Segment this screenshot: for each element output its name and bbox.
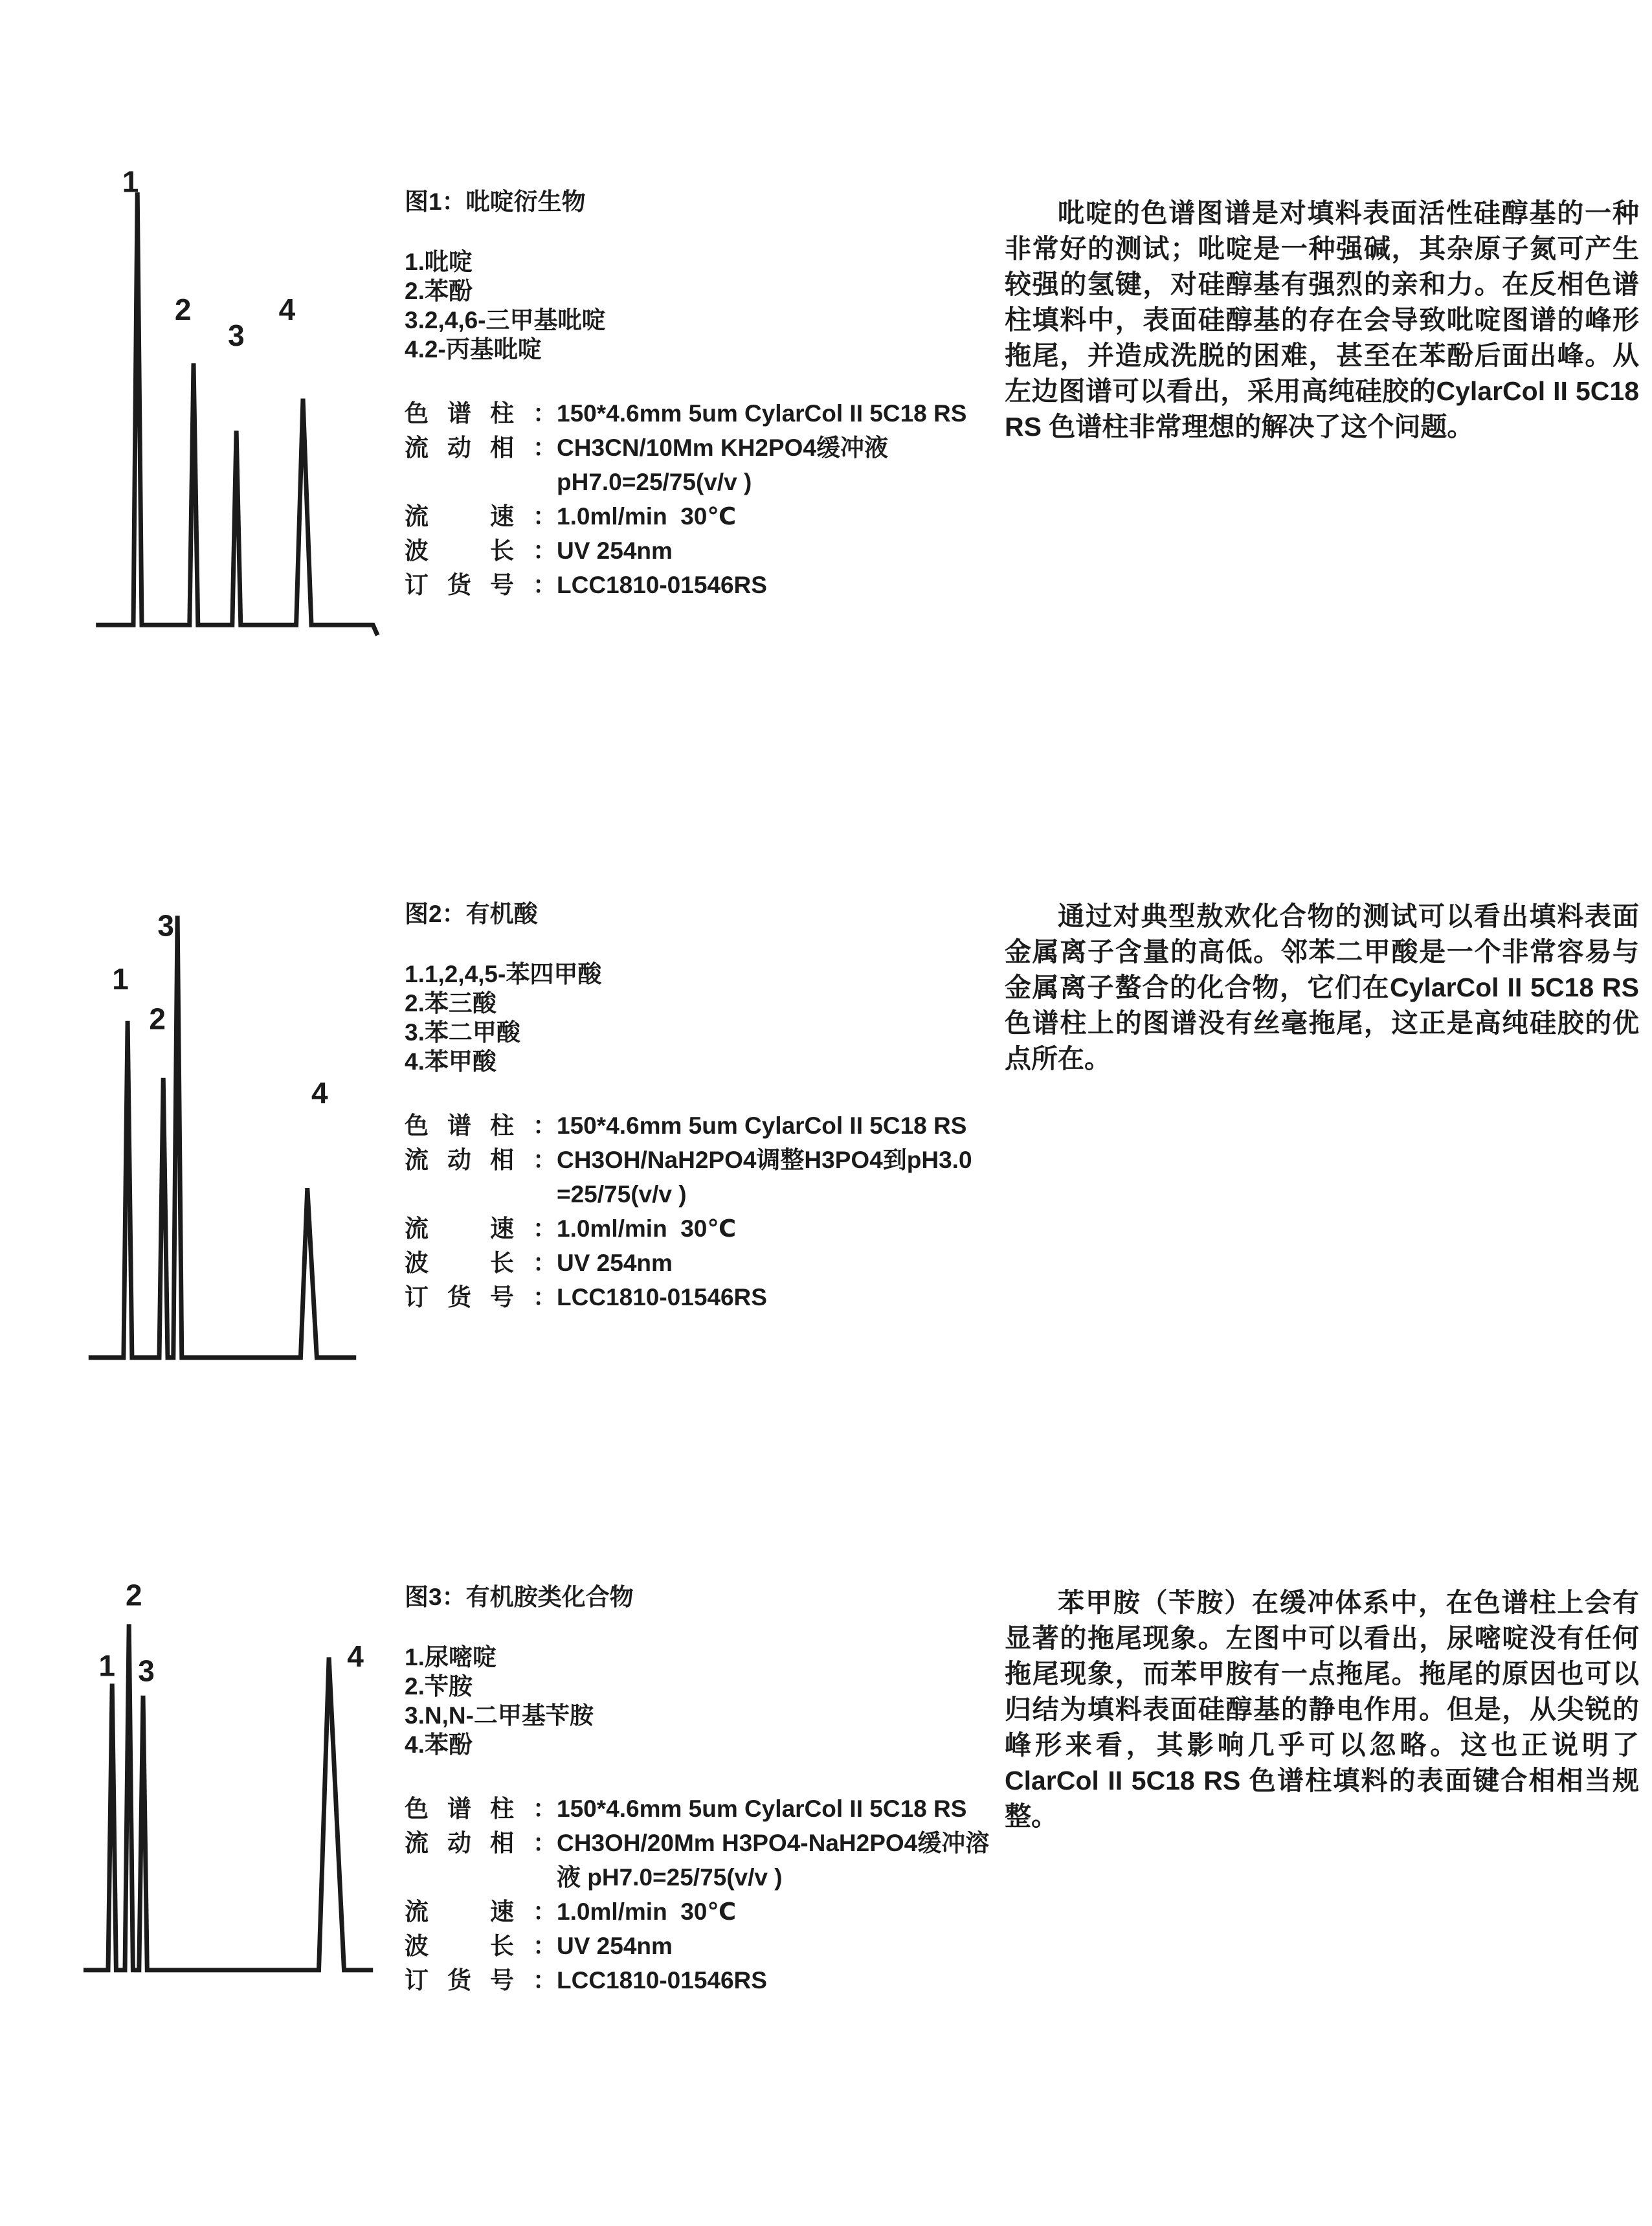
condition-value: 150*4.6mm 5um CylarCol II 5C18 RS <box>557 1112 967 1139</box>
condition-row <box>405 1929 994 1963</box>
figure-1-section <box>0 162 1652 894</box>
condition-label: 订货号： <box>405 1284 557 1310</box>
peak-list-item: 3.N,N-二甲基苄胺 <box>405 1702 594 1729</box>
figure-3-section <box>0 1573 1652 2226</box>
figure-1-peak-list <box>405 247 994 364</box>
condition-row <box>405 1963 994 1997</box>
condition-row <box>405 1826 994 1860</box>
condition-row <box>405 1211 994 1246</box>
condition-value: UV 254nm <box>557 1933 673 1959</box>
figure-2-conditions <box>405 1108 994 1314</box>
condition-row <box>405 1246 994 1280</box>
condition-row <box>405 568 994 602</box>
figure-3-details <box>405 1583 994 1997</box>
condition-label: 色谱柱： <box>405 400 557 427</box>
condition-row <box>405 1792 994 1826</box>
peak-list-item: 4.苯酚 <box>405 1731 473 1758</box>
peak-list-item: 3.苯二甲酸 <box>405 1019 520 1046</box>
peak-number-label: 4 <box>278 293 296 326</box>
figure-2-chromatogram <box>58 894 395 1411</box>
figure-3-chromatogram <box>58 1573 395 2091</box>
condition-label: 流 速： <box>405 1215 557 1242</box>
figure-1-description-paragraph: 吡啶的色谱图谱是对填料表面活性硅醇基的一种非常好的测试；吡啶是一种强碱，其杂原子氮可产生较强的氢键，对硅醇基有强烈的亲和力。在反相色谱柱填料中，表面硅醇基的存在会导致吡啶图谱的峰形拖尾，并造成洗脱的困难，甚至在苯酚后面出峰。从左边图谱可以看出，采用高纯硅胶的CylarCol II 5C18 RS 色谱柱非常理想的解决了这个问题。 <box>1005 198 1639 442</box>
peak-list-item: 2.苯酚 <box>405 278 473 304</box>
condition-label: 流 速： <box>405 1898 557 1925</box>
figure-1-conditions <box>405 396 994 602</box>
peak-number-label: 3 <box>157 908 174 943</box>
condition-row-continuation <box>405 1860 994 1894</box>
figure-2-description-paragraph: 通过对典型敖欢化合物的测试可以看出填料表面金属离子含量的高低。邻苯二甲酸是一个非常容易与金属离子螯合的化合物，它们在CylarCol II 5C18 RS 色谱柱上的图谱没有丝毫拖尾，这正是高纯硅胶的优点所在。 <box>1005 901 1639 1074</box>
figure-3-conditions <box>405 1792 994 1997</box>
condition-row <box>405 534 994 568</box>
condition-value: pH7.0=25/75(v/v ) <box>557 469 752 495</box>
condition-value: LCC1810-01546RS <box>557 572 767 598</box>
condition-row <box>405 431 994 465</box>
peak-list-item: 1.尿嘧啶 <box>405 1644 497 1670</box>
condition-value: LCC1810-01546RS <box>557 1284 767 1310</box>
condition-label: 色谱柱： <box>405 1112 557 1139</box>
peak-number-label: 2 <box>174 293 192 326</box>
condition-label: 流 速： <box>405 503 557 530</box>
chromatogram-trace <box>84 1624 373 1970</box>
figure-2-peak-list <box>405 960 994 1076</box>
condition-row <box>405 396 994 431</box>
condition-value: =25/75(v/v ) <box>557 1181 687 1208</box>
chromatogram-trace <box>89 916 356 1357</box>
figure-3-description-paragraph: 苯甲胺（苄胺）在缓冲体系中，在色谱柱上会有显著的拖尾现象。左图中可以看出，尿嘧啶没有任何拖尾现象，而苯甲胺有一点拖尾。拖尾的原因也可以归结为填料表面硅醇基的静电作用。但是，从尖锐的峰形来看，其影响几乎可以忽略。这也正说明了ClarCol II 5C18 RS 色谱柱填料的表面键合相相当规整。 <box>1005 1588 1639 1831</box>
condition-label <box>405 1177 557 1211</box>
figure-1-details <box>405 188 994 602</box>
condition-row <box>405 1894 994 1929</box>
figure-1-caption: 图1：吡啶衍生物 <box>405 188 586 215</box>
peak-list-item: 1.吡啶 <box>405 249 473 275</box>
figure-2-details <box>405 900 994 1314</box>
condition-value: 150*4.6mm 5um CylarCol II 5C18 RS <box>557 1795 967 1822</box>
condition-value: UV 254nm <box>557 537 673 564</box>
condition-label: 波 长： <box>405 1250 557 1276</box>
condition-value: UV 254nm <box>557 1250 673 1276</box>
condition-row <box>405 1280 994 1314</box>
condition-value: CH3OH/20Mm H3PO4-NaH2PO4缓冲溶 <box>557 1830 990 1856</box>
condition-label: 流动相： <box>405 434 557 461</box>
condition-label <box>405 465 557 499</box>
condition-label: 订货号： <box>405 1967 557 1994</box>
figure-2-section <box>0 894 1652 1573</box>
condition-row-continuation <box>405 1177 994 1211</box>
peak-number-label: 1 <box>122 164 139 199</box>
condition-label: 色谱柱： <box>405 1795 557 1822</box>
peak-list-item: 1.1,2,4,5-苯四甲酸 <box>405 961 602 987</box>
condition-value: 150*4.6mm 5um CylarCol II 5C18 RS <box>557 400 967 427</box>
peak-list-item: 2.苄胺 <box>405 1673 473 1700</box>
chromatogram-trace <box>96 192 377 635</box>
condition-row <box>405 1143 994 1177</box>
peak-number-label: 4 <box>311 1076 328 1110</box>
condition-row <box>405 499 994 534</box>
figure-1-chromatogram <box>58 162 395 680</box>
peak-list-item: 4.2-丙基吡啶 <box>405 336 542 363</box>
condition-value: 1.0ml/min 30℃ <box>557 503 737 530</box>
condition-value: LCC1810-01546RS <box>557 1967 767 1994</box>
condition-label: 流动相： <box>405 1147 557 1173</box>
condition-row-continuation <box>405 465 994 499</box>
condition-label: 波 长： <box>405 1933 557 1959</box>
condition-value: 1.0ml/min 30℃ <box>557 1898 737 1925</box>
condition-row <box>405 1108 994 1143</box>
condition-value: CH3OH/NaH2PO4调整H3PO4到pH3.0 <box>557 1147 972 1173</box>
peak-number-label: 3 <box>138 1654 155 1688</box>
condition-label <box>405 1860 557 1894</box>
figure-2-caption: 图2：有机酸 <box>405 901 538 927</box>
condition-label: 订货号： <box>405 572 557 598</box>
figure-3-caption: 图3：有机胺类化合物 <box>405 1584 634 1610</box>
peak-number-label: 1 <box>98 1648 115 1683</box>
peak-number-label: 2 <box>149 1002 166 1036</box>
peak-number-label: 4 <box>347 1639 364 1673</box>
condition-value: 液 pH7.0=25/75(v/v ) <box>557 1864 783 1891</box>
condition-value: CH3CN/10Mm KH2PO4缓冲液 <box>557 434 888 461</box>
condition-value: 1.0ml/min 30℃ <box>557 1215 737 1242</box>
condition-label: 流动相： <box>405 1830 557 1856</box>
figure-3-peak-list <box>405 1643 994 1759</box>
peak-list-item: 2.苯三酸 <box>405 990 497 1017</box>
peak-number-label: 1 <box>112 962 129 996</box>
peak-list-item: 4.苯甲酸 <box>405 1048 497 1075</box>
condition-label: 波 长： <box>405 537 557 564</box>
peak-list-item: 3.2,4,6-三甲基吡啶 <box>405 307 606 333</box>
peak-number-label: 2 <box>126 1578 142 1612</box>
peak-number-label: 3 <box>228 319 245 352</box>
